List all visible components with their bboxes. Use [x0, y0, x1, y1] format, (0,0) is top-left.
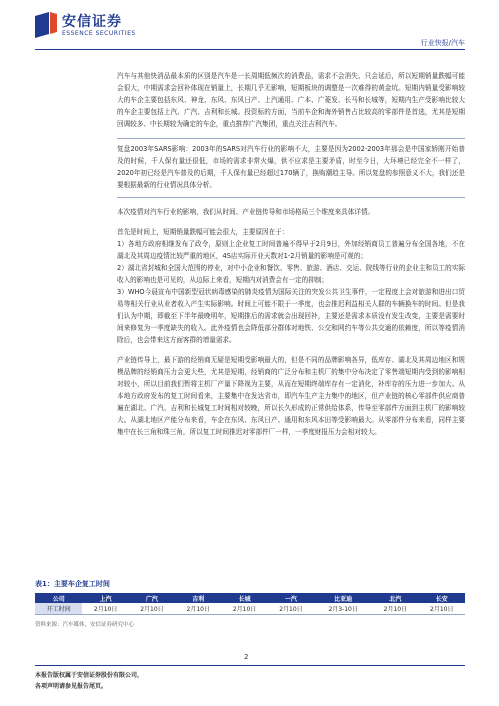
table-cell: 2月10日: [372, 603, 418, 615]
paragraph-time-intro: 首先是时间上，短期销量跌幅可能会很大，主要原因在于：: [117, 228, 289, 236]
report-body: [117, 70, 465, 438]
paragraph-summary: 汽车与其他快消品最本质的区别是汽车是一长周期低频次的消费品，需求不会消失、只会延后，所以短期销量跌幅可能会很大，中期需求会回补体现在销量上，长期几乎无影响，短期板块的调整是一次难得的黄金坑。短期内销量受影响较大的车企主要包括东风、神龙、东风、东风日产、上汽通用、广本、广菱发、长马和长城等，短期内生产受影响比较大的车企主要包括上汽、广汽、吉利和长城。投资标的方面，当前车企和海外销售占比较高的零部件是首选，尤其是短期回调较多、中长期较为确定的车企，重点推荐广汽集团，重点关注吉利汽车。: [117, 72, 465, 128]
sars-review-box: [117, 138, 465, 198]
table-cell: 2月10日: [221, 603, 267, 615]
table-cell: 2月10日: [268, 603, 314, 615]
table-header-cell: 吉利: [175, 593, 221, 603]
table-title: 表1：主要车企复工时间: [35, 580, 110, 588]
table-cell: 2月10日: [129, 603, 175, 615]
table-cell: 2月3-10日: [314, 603, 372, 615]
paragraph-point-1: 1）各地方政府相继发布了政令，原则上企业复工时间普遍不得早于2月9日，外加经销商员工普遍分布全国各地，不在湖北及其周边疫情比较严重的地区，4S店实际开业天数对1-2月销量的影响是可观的；: [117, 240, 465, 260]
table-cell: 2月10日: [82, 603, 128, 615]
footer-copyright: 本报告版权属于安信证券股份有限公司，: [35, 672, 144, 679]
paragraph-dimensions: 本次疫情对汽车行业的影响，我们从时间、产业链传导和市场格局三个维度来具体详情。: [117, 208, 375, 216]
table-row-label: 开工时间: [35, 603, 82, 615]
paragraph-point-2: 2）湖北省封城和全国大范围的停业，对中小企业和餐饮、零售、旅游、酒店、交运、院线等行业的企业主和员工的实际收入的影响也是可见的，从边际上来看，短期内对消费会有一定的抑制；: [117, 264, 465, 284]
table-source: 资料来源：汽车媒体，安信证券研究中心: [35, 622, 135, 628]
table-header-row: [35, 593, 465, 603]
brand-logo-icon: [35, 12, 57, 38]
page-number: 2: [244, 653, 249, 661]
table-header-cell: 广汽: [129, 593, 175, 603]
table-header-cell: 北汽: [372, 593, 418, 603]
table-cell: 2月10日: [175, 603, 221, 615]
table-header-cell: 长城: [221, 593, 267, 603]
table-header-cell: 比亚迪: [314, 593, 372, 603]
table-row: [35, 603, 465, 615]
page-header: [0, 0, 499, 50]
table-section: [35, 579, 465, 628]
paragraph-point-3: 3）WHO今晨宣布中国新型冠状病毒感染的肺炎疫情为国际关注的突发公共卫生事件，一定程度上会对旅游和进出口贸易等相关行业从业者收入产生实际影响。时间上可能不限于一季度，也会推迟利益相关人群的车辆换车的时间。但是我们认为中期，即截至下半年最晚明年，短期推后的需求就会出现回补，主要还是需求本质没有发生改变，主要是需要时间来修复为一季度缺失的收入。此外疫情也会降低部分群体对地铁、公交和网约车等公共交通的依赖度，所以等疫情消除后，也会带来这方面客群的增量需求。: [117, 288, 465, 344]
table-header-cell: 公司: [35, 593, 82, 603]
report-category: 行业快报/汽车: [420, 39, 465, 47]
brand-name-cn: 安信证券: [62, 14, 122, 30]
table-header-cell: 长安: [419, 593, 465, 603]
paragraph-sars: 复盘2003年SARS影响：2003年的SARS对汽车行业的影响不大，主要是因为2002-2003年那会是中国家轿刚开始普及的时候，千人保有量还很低，市场的需求非常火爆，供不应求是主要矛盾，时至今日，大环境已经完全不一样了，2020年初已经是汽车普及的后期，千人保有量已经超过170辆了，换购潮趋主导。所以复盘的参照意义不大，我们还是要根据最新的行业情况具体分析。: [117, 145, 465, 189]
footer-divider: [35, 665, 465, 666]
table-cell: 2月10日: [419, 603, 465, 615]
footer-disclaimer: 各项声明请参见报告尾页。: [35, 683, 108, 690]
header-divider: [35, 49, 465, 50]
resume-schedule-table: [35, 593, 465, 615]
table-header-cell: 上汽: [82, 593, 128, 603]
paragraph-supply-chain: 产业链传导上，最下游的经销商无疑是短期受影响最大的，但是不同的品牌影响各异，低库存、湖北及其周边地区和规模品牌的经销商压力会更大些，尤其是短期，经销商的广泛分布和主机厂的集中分布决定了零售端短期内受到的影响相对较小，所以目前我们暂将主机厂产量下降视为主要，从而在短期终端库存有一定消化，补库存的压力进一步加大。从本地方政府发布的复工时间看来，主要集中在发达省市，即汽车生产主力集中的地区，但产业链的核心零部件供应商普遍在湖北、广汽、吉利和长城复工时间相对较晚，所以长久形成的正常供给体系，传导至零部件方面到主机厂的影响较大。从湖北地区产能分布来看，车企在东风、东风日产、通用和东风本田等受影响最大。从零部件分布来看，同样主要集中在长三角和珠三角，所以复工时间推迟对零部件厂一样，一季度财报压力会相对较大。: [117, 356, 465, 436]
table-header-cell: 一汽: [268, 593, 314, 603]
brand-name-en: ESSENCE SECURITIES: [62, 30, 136, 37]
